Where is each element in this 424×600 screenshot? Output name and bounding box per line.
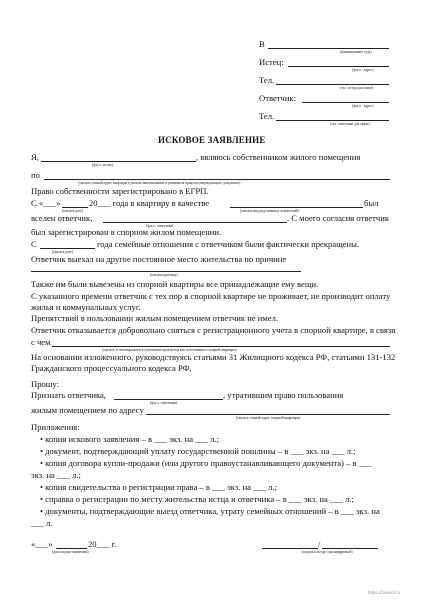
- move-in-date-caption: (указать дату): [62, 209, 84, 213]
- moved-in-defendant: вселен ответчик,: [31, 213, 93, 223]
- kinship-line[interactable]: [230, 207, 363, 208]
- court-line[interactable]: [268, 48, 389, 49]
- defendant-label: Ответчик:: [259, 93, 297, 103]
- reason-caption: (указать причину): [150, 273, 178, 277]
- attachment-item-cont: экз. на ___ л.;: [31, 470, 81, 480]
- refuses-text: Ответчик отказывается добровольно сняться с регистрационного учета в спорной квартире, в связи: [31, 325, 396, 335]
- family-ended-text: года семейные отношения с ответчиком были фактически прекращены.: [97, 239, 360, 249]
- request-label: Прошу:: [31, 379, 59, 389]
- signature-slash: /: [318, 539, 321, 549]
- defendant-line[interactable]: [302, 102, 389, 103]
- filing-date-line[interactable]: [56, 548, 87, 549]
- watermark: https://bankof.ru: [368, 590, 401, 595]
- plaintiff-name-line[interactable]: [41, 161, 196, 162]
- filing-date-open: «___»: [31, 539, 53, 549]
- not-living-text: С указанного времени ответчик с тех пор в спорной квартире не проживает, не производит оплату: [31, 291, 391, 301]
- defendant-name-caption: (ф.и.о. ответчика): [146, 224, 174, 228]
- signature-name-line[interactable]: [322, 548, 378, 549]
- court-caption: (наименование суда): [340, 50, 372, 54]
- attachment-item-cont: ___ л.: [31, 518, 53, 528]
- plaintiff-caption: (ф.и.о., адрес): [352, 68, 374, 72]
- registration-statement: Право собственности зарегистрировано в ЕГРП.: [31, 186, 209, 196]
- move-in-date-line[interactable]: [62, 207, 88, 208]
- attachment-item: • документы, подтверждающие выезд ответчика, утрату семейных отношений – в ___ экз. на: [40, 506, 380, 516]
- body-line-1-start: Я,: [31, 152, 39, 162]
- reason-line[interactable]: [31, 271, 301, 272]
- defendant-phone-caption: (тел. ответчика для связи): [330, 122, 370, 126]
- since-text: С: [31, 239, 37, 249]
- apartment-address-line[interactable]: [44, 179, 390, 180]
- rights-infringement-line[interactable]: [52, 346, 390, 347]
- attachment-item: • справка о регистрации по месту жительства истца и ответчика – в ___ экз. на ___ л.;: [40, 494, 354, 504]
- request-recognize-text: Признать ответчика,: [31, 390, 106, 400]
- defendant-caption: (ф.и.о., адрес): [352, 104, 374, 108]
- no-obstacles-text: Препятствий в пользовании жилым помещением ответчик не имел.: [31, 313, 279, 323]
- attachment-item: • копия договора купли-продажи (или другого правоустанавливающего документа) – в ___: [40, 458, 372, 468]
- signature-caption: (подпись истца с расшифровкой): [302, 550, 353, 554]
- defendant-registered-text: был зарегистрирован в спорном жилом помещении.: [31, 227, 222, 237]
- move-in-year-text: 20___ года в квартиру в качестве: [89, 198, 210, 208]
- document-title: ИСКОВОЕ ЗАЯВЛЕНИЕ: [158, 135, 266, 145]
- attachment-item: • копия искового заявления – в ___ экз. на ___ л.;: [40, 434, 220, 444]
- plaintiff-phone-caption: (тел. истца для связи): [340, 86, 374, 90]
- attachment-item: • копия свидетельства о регистрации права – в ___ экз. на ___ л.;: [40, 482, 277, 492]
- premises-address-text: жилым помещением по адресу: [31, 405, 144, 415]
- kinship-caption: (указать вид родственных отношений): [240, 209, 299, 213]
- belongings-text: Также им были вывезены из спорной квартиры все принадлежащие ему вещи.: [31, 279, 319, 289]
- plaintiff-name-caption: (ф.и.о. истца): [92, 163, 113, 167]
- request-defendant-line[interactable]: [114, 399, 223, 400]
- plaintiff-label: Истец:: [259, 57, 284, 67]
- was-text: был: [364, 198, 379, 208]
- address-document-caption: (указать точный адрес квартиры) (указать наименование и реквизиты правоподтверждающего документа): [78, 181, 241, 185]
- filing-date-caption: (дата подачи заявления): [52, 550, 89, 554]
- plaintiff-line[interactable]: [288, 66, 389, 67]
- rights-infringement-caption: (указать, в чем выражается ущемление прав истца как собственника спорной квартиры): [102, 348, 237, 352]
- utilities-text: жилья и коммунальных услуг.: [31, 302, 141, 312]
- filing-year-text: 20___ г.: [88, 539, 117, 549]
- attachments-label: Приложения:: [31, 422, 80, 432]
- moved-out-text: Ответчик выехал на другое постоянное место жительства по причине: [31, 254, 287, 264]
- date-open: С «___»: [31, 198, 61, 208]
- disputed-address-caption: (указать точный адрес спорной квартиры): [236, 416, 301, 420]
- plaintiff-phone-line[interactable]: [276, 84, 389, 85]
- defendant-name-line[interactable]: [103, 222, 287, 223]
- defendant-phone-label: Тел.: [259, 111, 275, 121]
- family-end-date-line[interactable]: [40, 248, 95, 249]
- consent-text: . С моего согласия ответчик: [287, 213, 390, 223]
- lost-right-text: , утратившим право пользования: [223, 390, 344, 400]
- request-defendant-caption: (ф.и.о. ответчика): [150, 401, 178, 405]
- body-line-1-end: , являюсь собственником жилого помещения: [196, 152, 361, 162]
- signature-line[interactable]: [262, 548, 318, 549]
- family-end-date-caption: (указать дату): [52, 250, 74, 254]
- body-line-2-start: по: [31, 170, 40, 180]
- plaintiff-phone-label: Тел.: [259, 75, 275, 85]
- code-text: Гражданского процессуального кодекса РФ,: [31, 363, 192, 373]
- attachment-item: • документ, подтверждающий уплату государственной пошлины – в ___ экз. на ___ л.;: [40, 446, 356, 456]
- legal-basis-text: На основании изложенного, руководствуясь статьями 31 Жилищного кодекса РФ, статьями 131-132: [31, 352, 396, 362]
- disputed-address-line[interactable]: [146, 414, 390, 415]
- court-prefix: В: [259, 39, 265, 49]
- therefore-text: с чем: [31, 337, 51, 347]
- defendant-phone-line[interactable]: [276, 120, 389, 121]
